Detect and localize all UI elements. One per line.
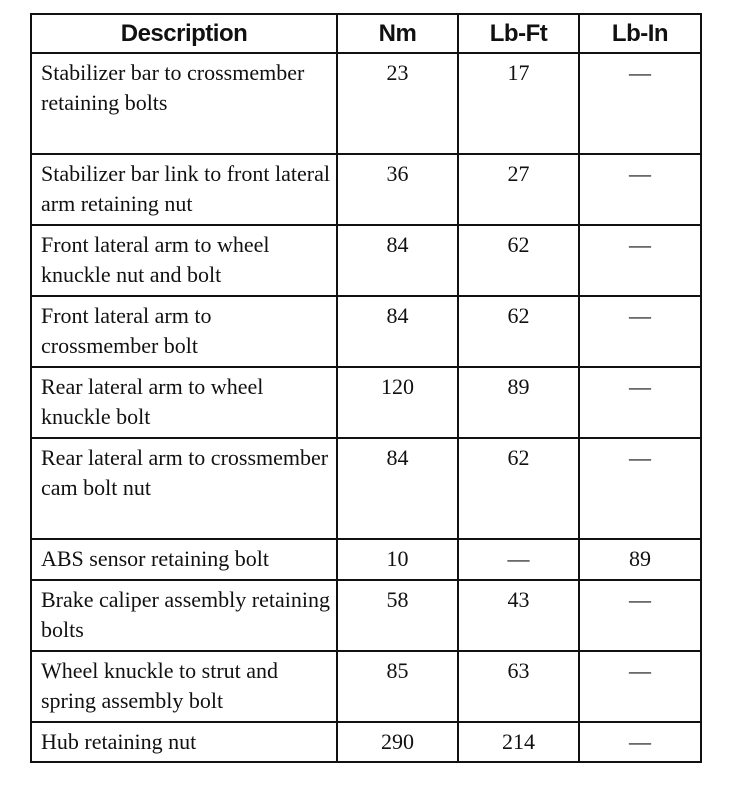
table-row [31, 651, 701, 722]
cell-lb-in: — [579, 438, 701, 539]
cell-lb-in: — [579, 225, 701, 296]
cell-nm: 36 [337, 154, 458, 225]
cell-lb-in: 89 [579, 539, 701, 580]
cell-nm: 23 [337, 53, 458, 154]
cell-lb-ft: 214 [458, 722, 579, 762]
cell-lb-in: — [579, 651, 701, 722]
cell-nm: 84 [337, 438, 458, 539]
cell-description: Brake caliper assembly retaining bolts [31, 580, 337, 651]
cell-description: Front lateral arm to crossmember bolt [31, 296, 337, 367]
cell-lb-in: — [579, 367, 701, 438]
table-row [31, 296, 701, 367]
cell-nm: 10 [337, 539, 458, 580]
cell-lb-ft: 62 [458, 296, 579, 367]
cell-lb-ft: 43 [458, 580, 579, 651]
table-row [31, 539, 701, 580]
cell-lb-in: — [579, 154, 701, 225]
header-nm: Nm [337, 14, 458, 53]
cell-description: Hub retaining nut [31, 722, 337, 762]
table-row [31, 225, 701, 296]
cell-lb-in: — [579, 580, 701, 651]
table-body [31, 53, 701, 762]
cell-nm: 58 [337, 580, 458, 651]
torque-spec-table [30, 13, 702, 763]
table-row [31, 722, 701, 762]
cell-description: Rear lateral arm to wheel knuckle bolt [31, 367, 337, 438]
cell-description: Wheel knuckle to strut and spring assembly bolt [31, 651, 337, 722]
cell-description: Stabilizer bar link to front lateral arm retaining nut [31, 154, 337, 225]
header-row [31, 14, 701, 53]
cell-nm: 85 [337, 651, 458, 722]
cell-description: Front lateral arm to wheel knuckle nut and bolt [31, 225, 337, 296]
header-lb-ft: Lb-Ft [458, 14, 579, 53]
cell-nm: 290 [337, 722, 458, 762]
cell-lb-in: — [579, 296, 701, 367]
table-row [31, 367, 701, 438]
header-lb-in: Lb-In [579, 14, 701, 53]
cell-lb-ft: 89 [458, 367, 579, 438]
cell-lb-ft: — [458, 539, 579, 580]
header-description: Description [31, 14, 337, 53]
table-row [31, 438, 701, 539]
cell-nm: 120 [337, 367, 458, 438]
table-header [31, 14, 701, 53]
cell-lb-ft: 17 [458, 53, 579, 154]
table-row [31, 53, 701, 154]
cell-lb-in: — [579, 53, 701, 154]
cell-description: ABS sensor retaining bolt [31, 539, 337, 580]
cell-lb-ft: 27 [458, 154, 579, 225]
cell-lb-ft: 62 [458, 225, 579, 296]
table-row [31, 154, 701, 225]
cell-nm: 84 [337, 296, 458, 367]
cell-lb-ft: 62 [458, 438, 579, 539]
cell-lb-ft: 63 [458, 651, 579, 722]
cell-lb-in: — [579, 722, 701, 762]
cell-description: Rear lateral arm to crossmember cam bolt nut [31, 438, 337, 539]
cell-description: Stabilizer bar to crossmember retaining bolts [31, 53, 337, 154]
cell-nm: 84 [337, 225, 458, 296]
table-row [31, 580, 701, 651]
